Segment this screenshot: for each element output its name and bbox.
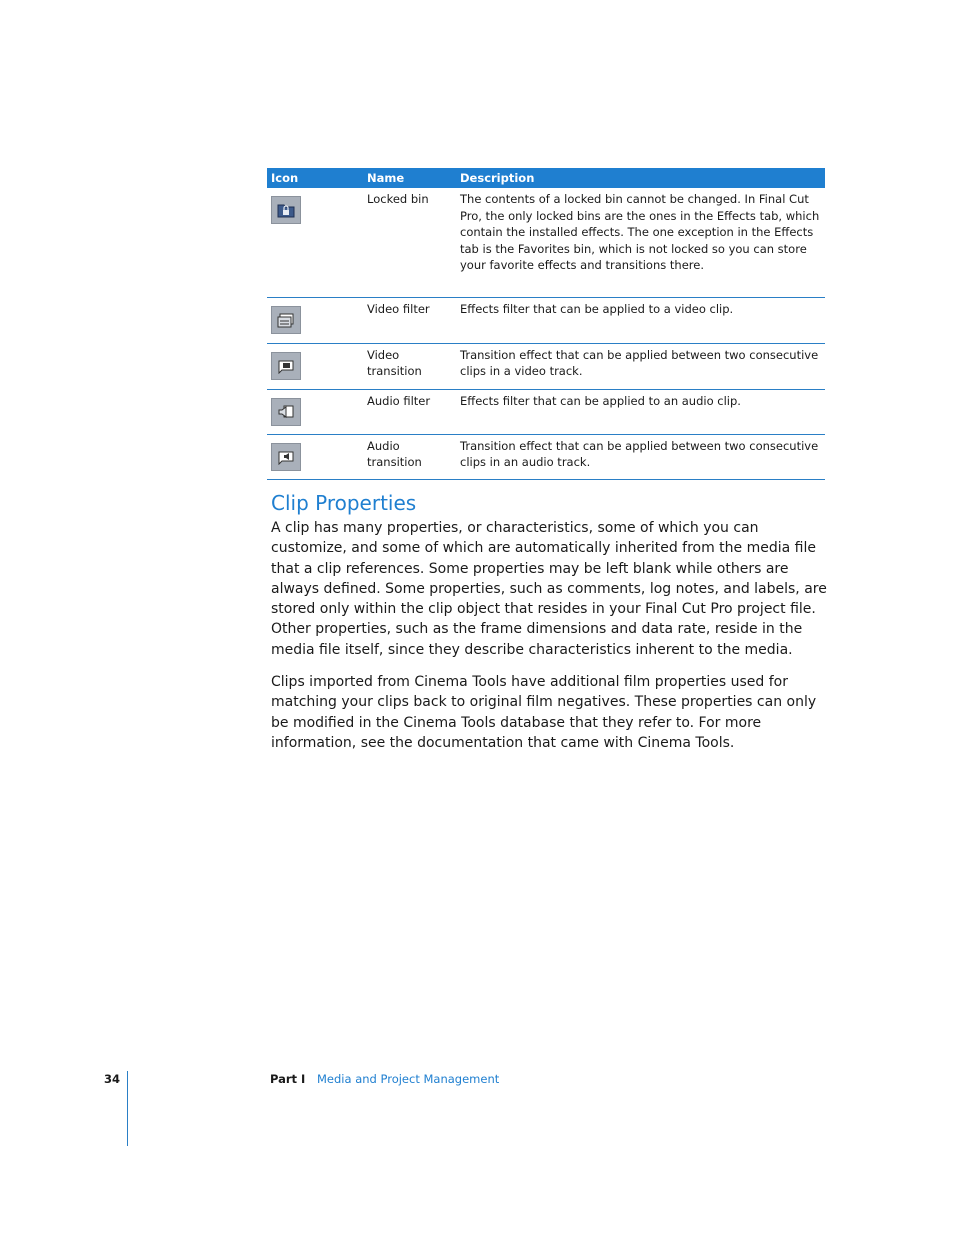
footer bbox=[270, 1072, 499, 1086]
table-row bbox=[267, 389, 825, 434]
section-title: Clip Properties bbox=[271, 491, 417, 515]
video-filter-icon bbox=[271, 306, 301, 334]
header-name: Name bbox=[363, 168, 456, 188]
body-paragraph: A clip has many properties, or characteristics, some of which you can customize, and some of which are automatically inherited from the media file that a clip references. Some properties may be left blank while others are always defined. Some properties, such as comments, log notes, and labels, are stored only within the clip object that resides in your Final Cut Pro project file. Other properties, such as the frame dimensions and data rate, reside in the media file itself, since they describe characteristics inherent to the media. bbox=[271, 520, 827, 658]
name-cell: Audio filter bbox=[363, 389, 456, 434]
locked-bin-icon bbox=[271, 196, 301, 224]
table-row bbox=[267, 343, 825, 389]
icon-cell bbox=[267, 297, 363, 343]
description-cell: Transition effect that can be applied between two consecutive clips in an audio track. bbox=[456, 434, 825, 479]
name-cell: Video transition bbox=[363, 343, 456, 389]
description-cell: Transition effect that can be applied between two consecutive clips in a video track. bbox=[456, 343, 825, 389]
icon-cell bbox=[267, 434, 363, 479]
icon-cell bbox=[267, 343, 363, 389]
table-row bbox=[267, 434, 825, 479]
audio-filter-icon bbox=[271, 398, 301, 426]
header-description: Description bbox=[456, 168, 825, 188]
icon-cell bbox=[267, 188, 363, 297]
table-row bbox=[267, 297, 825, 343]
audio-transition-icon bbox=[271, 443, 301, 471]
name-cell: Video filter bbox=[363, 297, 456, 343]
name-cell: Audio transition bbox=[363, 434, 456, 479]
description-cell: Effects filter that can be applied to a video clip. bbox=[456, 297, 825, 343]
icon-table bbox=[267, 168, 825, 480]
table-header-row bbox=[267, 168, 825, 188]
description-cell: The contents of a locked bin cannot be changed. In Final Cut Pro, the only locked bins are the ones in the Effects tab, which contain the installed effects. The one exception in the Effects tab is the Favorites bin, which is not locked so you can store your favorite effects and transitions there. bbox=[456, 188, 825, 297]
name-cell: Locked bin bbox=[363, 188, 456, 297]
page-number: 34 bbox=[104, 1072, 121, 1086]
body-paragraph: Clips imported from Cinema Tools have additional film properties used for matching your clips back to original film negatives. These properties can only be modified in the Cinema Tools database that they refer to. For more information, see the documentation that came with Cinema Tools. bbox=[271, 674, 817, 751]
header-icon: Icon bbox=[267, 168, 363, 188]
icon-cell bbox=[267, 389, 363, 434]
table-row bbox=[267, 188, 825, 297]
footer-part: Part I bbox=[270, 1072, 306, 1086]
footer-chapter-link[interactable]: Media and Project Management bbox=[317, 1072, 500, 1086]
description-cell: Effects filter that can be applied to an audio clip. bbox=[456, 389, 825, 434]
footer-divider bbox=[127, 1071, 128, 1146]
video-transition-icon bbox=[271, 352, 301, 380]
